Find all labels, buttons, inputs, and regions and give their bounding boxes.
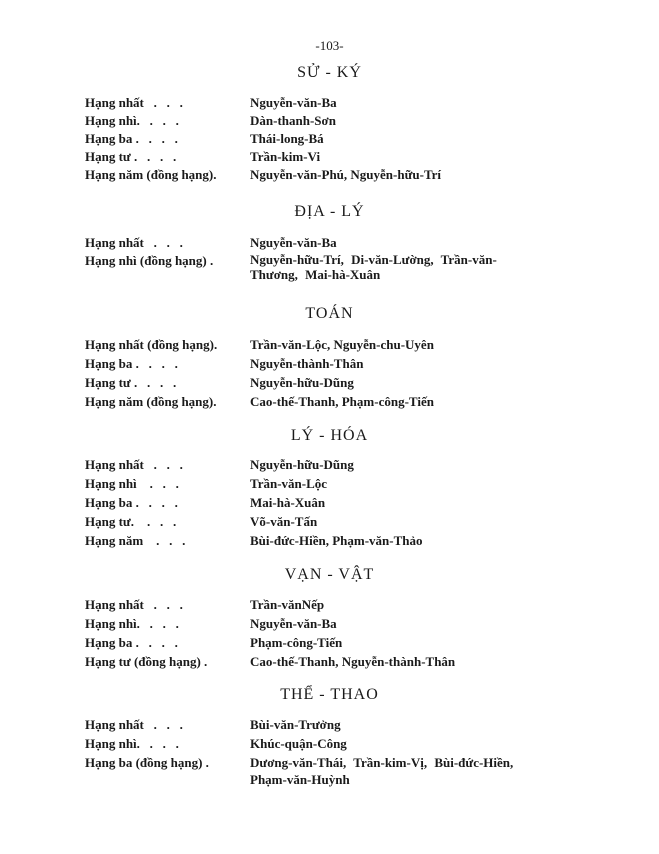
student-names: Võ-văn-Tấn	[250, 514, 318, 529]
student-names: Bùi-đức-Hiền, Phạm-văn-Thảo	[250, 533, 423, 548]
rank-label: Hạng ba . . . .	[85, 495, 178, 510]
rank-label: Hạng tư. . . .	[85, 514, 177, 529]
rank-label: Hạng nhì. . . .	[85, 616, 179, 631]
student-names: Nguyễn-thành-Thân	[250, 356, 364, 371]
rank-label: Hạng ba . . . .	[85, 356, 178, 371]
student-names: Nguyễn-hữu-Dũng	[250, 457, 354, 472]
student-names: Nguyễn-văn-Ba	[250, 235, 337, 250]
student-names: Trần-kim-Vi	[250, 149, 321, 164]
rank-label: Hạng nhì . . .	[85, 476, 179, 491]
rank-label: Hạng tư (đồng hạng) .	[85, 654, 208, 669]
section-title-ly-hoa: LÝ - HÓA	[290, 427, 369, 444]
rank-label: Hạng năm (đồng hạng).	[85, 394, 217, 409]
student-names: Nguyễn-văn-Ba	[250, 616, 337, 631]
page-number: -103-	[315, 38, 344, 53]
student-names: Cao-thế-Thanh, Phạm-công-Tiến	[250, 394, 434, 409]
student-names: Trần-văn-Lộc, Nguyễn-chu-Uyên	[250, 337, 434, 352]
rank-label: Hạng nhất . . .	[85, 717, 183, 732]
rank-label: Hạng ba (đồng hạng) .	[85, 755, 209, 770]
rank-label: Hạng nhì. . . .	[85, 736, 179, 751]
rank-label: Hạng nhì. . . .	[85, 113, 179, 128]
rank-label: Hạng tư . . . .	[85, 149, 177, 164]
rank-label: Hạng nhất . . .	[85, 95, 183, 110]
rank-label: Hạng nhất . . .	[85, 597, 183, 612]
student-names: Thái-long-Bá	[250, 131, 324, 146]
student-names: Nguyễn-hữu-Trí, Di-văn-Lường, Trần-văn-Thương, Mai-hà-Xuân	[250, 252, 497, 282]
student-names: Bùi-văn-Trưởng	[250, 717, 341, 732]
student-names: Dương-văn-Thái, Trần-kim-Vị, Bùi-đức-Hiền, Phạm-văn-Huỳnh	[250, 755, 514, 787]
student-names: Trần-văn-Lộc	[250, 476, 328, 491]
section-title-su-ky: SỬ - KÝ	[297, 64, 362, 81]
section-title-van-vat: VẠN - VẬT	[284, 566, 375, 583]
rank-label: Hạng ba . . . .	[85, 635, 178, 650]
rank-label: Hạng nhất (đồng hạng).	[85, 337, 218, 352]
student-names: Nguyễn-hữu-Dũng	[250, 375, 354, 390]
rank-label: Hạng năm . . .	[85, 533, 186, 548]
rank-label: Hạng nhất . . .	[85, 457, 183, 472]
section-title-toan: TOÁN	[305, 305, 354, 322]
student-names: Dàn-thanh-Sơn	[250, 113, 336, 128]
student-names: Cao-thế-Thanh, Nguyễn-thành-Thân	[250, 654, 456, 669]
student-names: Mai-hà-Xuân	[250, 495, 326, 510]
student-names: Nguyễn-văn-Phú, Nguyễn-hữu-Trí	[250, 167, 442, 182]
rank-label: Hạng năm (đồng hạng).	[85, 167, 217, 182]
student-names: Phạm-công-Tiến	[250, 635, 343, 650]
section-title-dia-ly: ĐỊA - LÝ	[294, 203, 365, 220]
rank-label: Hạng nhất . . .	[85, 235, 183, 250]
section-title-the-thao: THỂ - THAO	[280, 686, 379, 703]
rank-label: Hạng nhì (đồng hạng) .	[85, 253, 214, 268]
student-names: Nguyễn-văn-Ba	[250, 95, 337, 110]
student-names: Khúc-quận-Công	[250, 736, 347, 751]
rank-label: Hạng ba . . . .	[85, 131, 178, 146]
rank-label: Hạng tư . . . .	[85, 375, 177, 390]
student-names: Trần-vănNếp	[250, 597, 325, 612]
